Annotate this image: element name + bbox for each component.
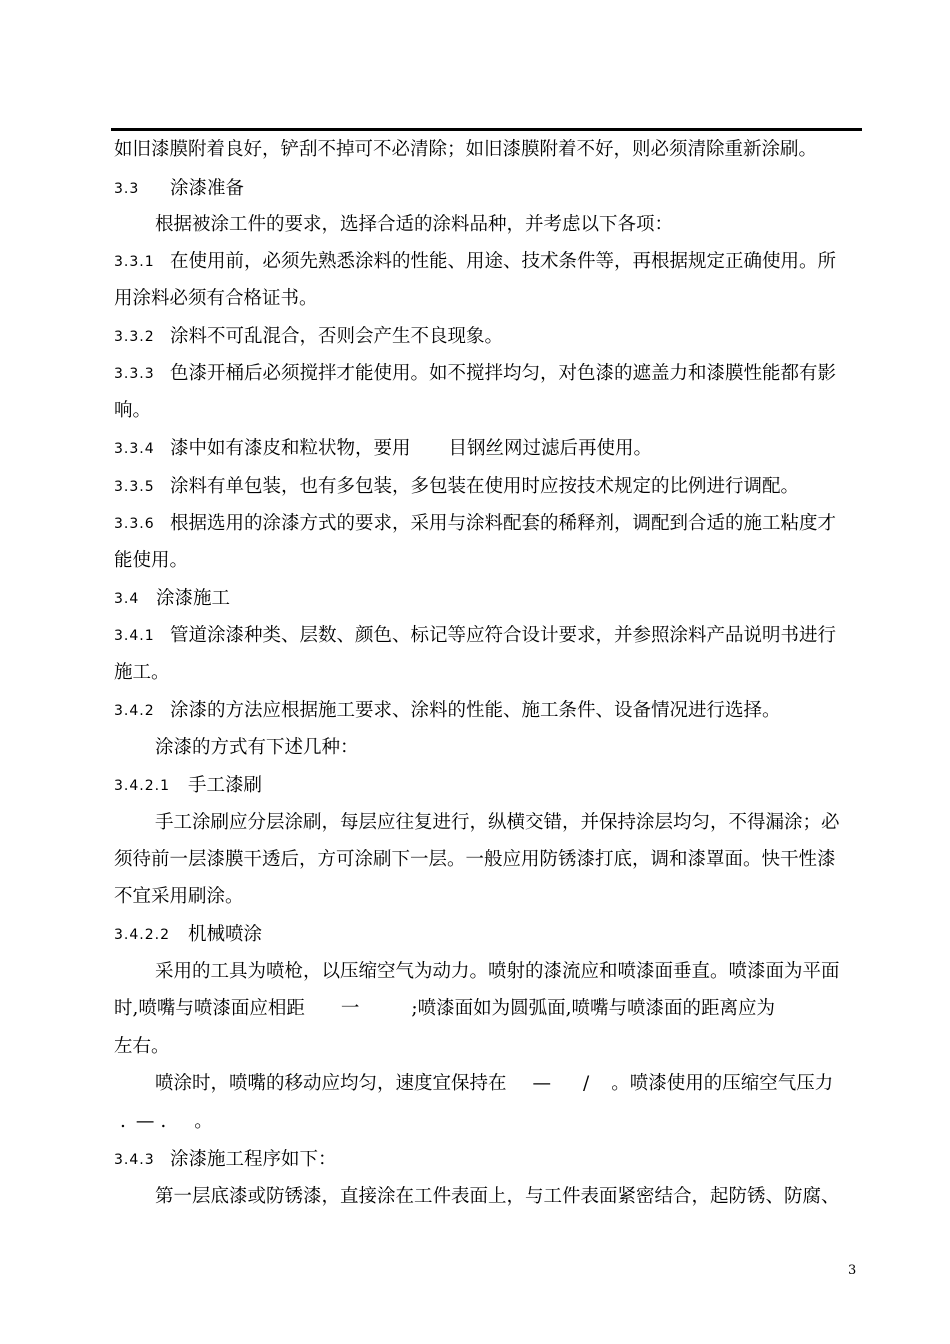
clause-number: 3.3.6 [114,516,155,532]
clause-number: 3.3.1 [114,254,155,270]
paragraph-line: 根据被涂工件的要求，选择合适的涂料品种，并考虑以下各项： [155,214,674,235]
paragraph-line: . — . 。 [120,1111,213,1132]
clause-number: 3.3.3 [114,366,155,382]
paragraph-line: 须待前一层漆膜干透后，方可涂刷下一层。一般应用防锈漆打底，调和漆罩面。快干性漆 [114,849,836,870]
clause-number: 3.4.2.1 [114,778,170,794]
paragraph-line: 第一层底漆或防锈漆，直接涂在工件表面上，与工件表面紧密结合，起防锈、防腐、 [155,1186,840,1207]
clause-3-3-6: 3.3.6 根据选用的涂漆方式的要求，采用与涂料配套的稀释剂，调配到合适的施工粘度才 [114,513,837,534]
paragraph-line: 手工涂刷应分层涂刷，每层应往复进行，纵横交错，并保持涂层均匀，不得漏涂；必 [155,812,840,833]
paragraph-line: 能使用。 [114,550,189,571]
paragraph-line: 如旧漆膜附着良好，铲刮不掉可不必清除；如旧漆膜附着不好，则必须清除重新涂刷。 [114,139,818,160]
clause-number: 3.4.3 [114,1152,155,1168]
clause-number: 3.4.1 [114,628,155,644]
clause-number: 3.3.2 [114,329,155,345]
header-rule [111,128,862,131]
clause-number: 3.3.4 [114,441,155,457]
clause-3-3-2: 3.3.2 涂料不可乱混合，否则会产生不良现象。 [114,326,504,347]
paragraph-line: 不宜采用刷涂。 [114,886,244,907]
clause-3-4-2-1: 3.4.2.1 手工漆刷 [114,775,263,796]
section-number: 3.3 [114,181,140,197]
clause-3-4-1: 3.4.1 管道涂漆种类、层数、颜色、标记等应符合设计要求，并参照涂料产品说明书进行 [114,625,837,646]
clause-number: 3.4.2.2 [114,927,170,943]
clause-3-3-4: 3.3.4 漆中如有漆皮和粒状物，要用 目钢丝网过滤后再使用。 [114,438,653,459]
paragraph-line: 时,喷嘴与喷漆面应相距 一 ;喷漆面如为圆弧面,喷嘴与喷漆面的距离应为 [114,998,776,1019]
paragraph-line: 涂漆的方式有下述几种： [155,737,359,758]
section-title: 涂漆准备 [170,178,245,199]
clause-number: 3.3.5 [114,479,155,495]
paragraph-line: 施工。 [114,662,170,683]
paragraph-line: 用涂料必须有合格证书。 [114,288,318,309]
clause-3-3-1: 3.3.1 在使用前，必须先熟悉涂料的性能、用途、技术条件等，再根据规定正确使用。所 [114,251,837,272]
clause-3-4-2-2: 3.4.2.2 机械喷涂 [114,924,263,945]
section-number: 3.4 [114,591,140,607]
paragraph-line: 喷涂时，喷嘴的移动应均匀，速度宜保持在 — / 。喷漆使用的压缩空气压力 [155,1073,834,1094]
clause-3-3-3: 3.3.3 色漆开桶后必须搅拌才能使用。如不搅拌均匀，对色漆的遮盖力和漆膜性能都有影 [114,363,837,384]
paragraph-line: 左右。 [114,1036,170,1057]
clause-3-4-3: 3.4.3 涂漆施工程序如下： [114,1149,337,1170]
page-number: 3 [848,1263,857,1278]
section-heading-3-3 [114,177,244,201]
section-title: 涂漆施工 [156,588,231,609]
section-heading-3-4 [114,587,230,611]
clause-3-3-5: 3.3.5 涂料有单包装，也有多包装，多包装在使用时应按技术规定的比例进行调配。 [114,476,800,497]
clause-number: 3.4.2 [114,703,155,719]
paragraph-line: 采用的工具为喷枪，以压缩空气为动力。喷射的漆流应和喷漆面垂直。喷漆面为平面 [155,961,840,982]
clause-3-4-2: 3.4.2 涂漆的方法应根据施工要求、涂料的性能、施工条件、设备情况进行选择。 [114,700,781,721]
paragraph-line: 响。 [114,400,152,421]
